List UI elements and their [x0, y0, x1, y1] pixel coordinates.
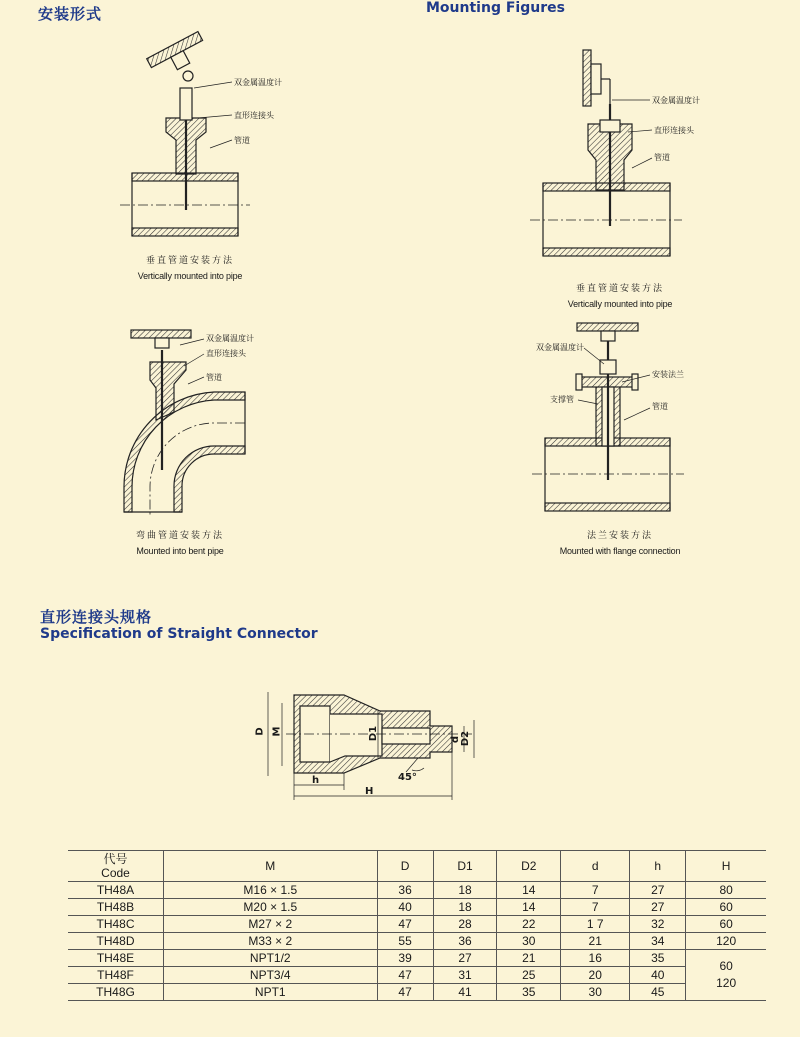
cell-D1: 27 [433, 950, 497, 967]
cell-code: TH48A [68, 882, 164, 899]
cell-code: TH48D [68, 933, 164, 950]
dim-label-M: M [271, 726, 283, 737]
fig1-caption-en: Vertically mounted into pipe [137, 271, 243, 281]
cell-d: 7 [561, 882, 630, 899]
fig3-caption [100, 529, 260, 559]
dim-label-D1: D1 [368, 725, 380, 742]
cell-D2: 21 [497, 950, 561, 967]
cell-D2: 14 [497, 882, 561, 899]
cell-d: 16 [561, 950, 630, 967]
cell-h: 45 [630, 984, 686, 1001]
fig3-caption-cn: 弯曲管道安装方法 [135, 531, 224, 541]
cell-d: 7 [561, 899, 630, 916]
cell-h: 40 [630, 967, 686, 984]
cell-D1: 41 [433, 984, 497, 1001]
cell-D: 55 [377, 933, 433, 950]
cell-code: TH48G [68, 984, 164, 1001]
fig3-caption-en: Mounted into bent pipe [136, 546, 224, 556]
cell-D1: 31 [433, 967, 497, 984]
cell-d: 1 7 [561, 916, 630, 933]
cell-h: 27 [630, 882, 686, 899]
cell-code: TH48C [68, 916, 164, 933]
cell-H: 80 [686, 882, 766, 899]
spec-title-en: Specification of Straight Connector [40, 626, 318, 642]
cell-D: 39 [377, 950, 433, 967]
cell-code: TH48B [68, 899, 164, 916]
cell-D: 36 [377, 882, 433, 899]
cell-D2: 14 [497, 899, 561, 916]
cell-H-value: 60 [719, 959, 733, 973]
fig3-label-connector: 直形连接头 [206, 349, 246, 358]
cell-M: NPT1/2 [164, 950, 378, 967]
straight-connector-drawing [268, 692, 474, 800]
header-code-cn: 代号 [103, 852, 128, 866]
page-title-cn: 安装形式 [38, 5, 103, 23]
fig2-caption [540, 282, 700, 312]
cell-h: 32 [630, 916, 686, 933]
table-row [68, 899, 766, 916]
cell-code: TH48E [68, 950, 164, 967]
header-col: d [561, 851, 630, 882]
cell-D1: 18 [433, 899, 497, 916]
cell-M: NPT1 [164, 984, 378, 1001]
fig1-label-connector: 直形连接头 [234, 111, 274, 120]
cell-H: 60 [686, 899, 766, 916]
fig4-label-pipe: 管道 [652, 402, 668, 411]
cell-h: 27 [630, 899, 686, 916]
fig4-caption [540, 529, 700, 559]
cell-M: NPT3/4 [164, 967, 378, 984]
cell-h: 34 [630, 933, 686, 950]
cell-D: 47 [377, 916, 433, 933]
dim-label-h: h [312, 775, 320, 786]
page-title-en: Mounting Figures [426, 0, 565, 16]
header-col: D [377, 851, 433, 882]
fig4-label-support-tube: 支撑管 [550, 395, 574, 404]
dim-label-d: d [450, 735, 462, 744]
cell-D2: 35 [497, 984, 561, 1001]
fig4-label-thermometer: 双金属温度计 [536, 343, 584, 352]
dim-label-angle: 45° [398, 772, 417, 783]
cell-H-merged [686, 950, 766, 1001]
dim-label-D2: D2 [460, 730, 472, 747]
fig2-caption-cn: 垂直管道安装方法 [575, 284, 664, 294]
cell-D: 47 [377, 984, 433, 1001]
header-col: D1 [433, 851, 497, 882]
cell-D1: 18 [433, 882, 497, 899]
header-code-en: Code [101, 866, 130, 880]
cell-d: 21 [561, 933, 630, 950]
fig3-label-pipe: 管道 [206, 373, 222, 382]
cell-H-value: 120 [716, 976, 737, 990]
fig1-label-thermometer: 双金属温度计 [234, 78, 282, 87]
header-col: h [630, 851, 686, 882]
dim-label-D: D [254, 727, 266, 736]
cell-M: M20 × 1.5 [164, 899, 378, 916]
header-col: M [164, 851, 378, 882]
cell-code: TH48F [68, 967, 164, 984]
cell-D2: 25 [497, 967, 561, 984]
cell-d: 30 [561, 984, 630, 1001]
fig2-label-thermometer: 双金属温度计 [652, 96, 700, 105]
cell-D2: 22 [497, 916, 561, 933]
spec-table [68, 850, 766, 1001]
header-code [68, 851, 164, 882]
table-row [68, 933, 766, 950]
fig2-caption-en: Vertically mounted into pipe [567, 299, 673, 309]
cell-D1: 36 [433, 933, 497, 950]
figure-1-drawing [120, 32, 250, 236]
fig4-caption-en: Mounted with flange connection [559, 546, 681, 556]
spec-title-cn: 直形连接头规格 [40, 608, 153, 626]
dim-label-H: H [365, 786, 374, 797]
fig1-caption-cn: 垂直管道安装方法 [145, 256, 234, 266]
cell-M: M16 × 1.5 [164, 882, 378, 899]
fig2-label-pipe: 管道 [654, 153, 670, 162]
cell-D: 47 [377, 967, 433, 984]
table-row [68, 882, 766, 899]
table-header-row [68, 851, 766, 882]
cell-H: 120 [686, 933, 766, 950]
table-row [68, 984, 766, 1001]
cell-d: 20 [561, 967, 630, 984]
cell-D1: 28 [433, 916, 497, 933]
cell-H: 60 [686, 916, 766, 933]
fig1-caption [110, 254, 270, 284]
table-row [68, 950, 766, 967]
header-col: D2 [497, 851, 561, 882]
fig4-label-flange: 安装法兰 [652, 370, 684, 379]
cell-M: M33 × 2 [164, 933, 378, 950]
header-col: H [686, 851, 766, 882]
table-row [68, 916, 766, 933]
table-row [68, 967, 766, 984]
fig3-label-thermometer: 双金属温度计 [206, 334, 254, 343]
cell-M: M27 × 2 [164, 916, 378, 933]
fig2-label-connector: 直形连接头 [654, 126, 694, 135]
fig1-label-pipe: 管道 [234, 136, 250, 145]
cell-D2: 30 [497, 933, 561, 950]
cell-D: 40 [377, 899, 433, 916]
cell-h: 35 [630, 950, 686, 967]
fig4-caption-cn: 法兰安装方法 [586, 531, 653, 541]
